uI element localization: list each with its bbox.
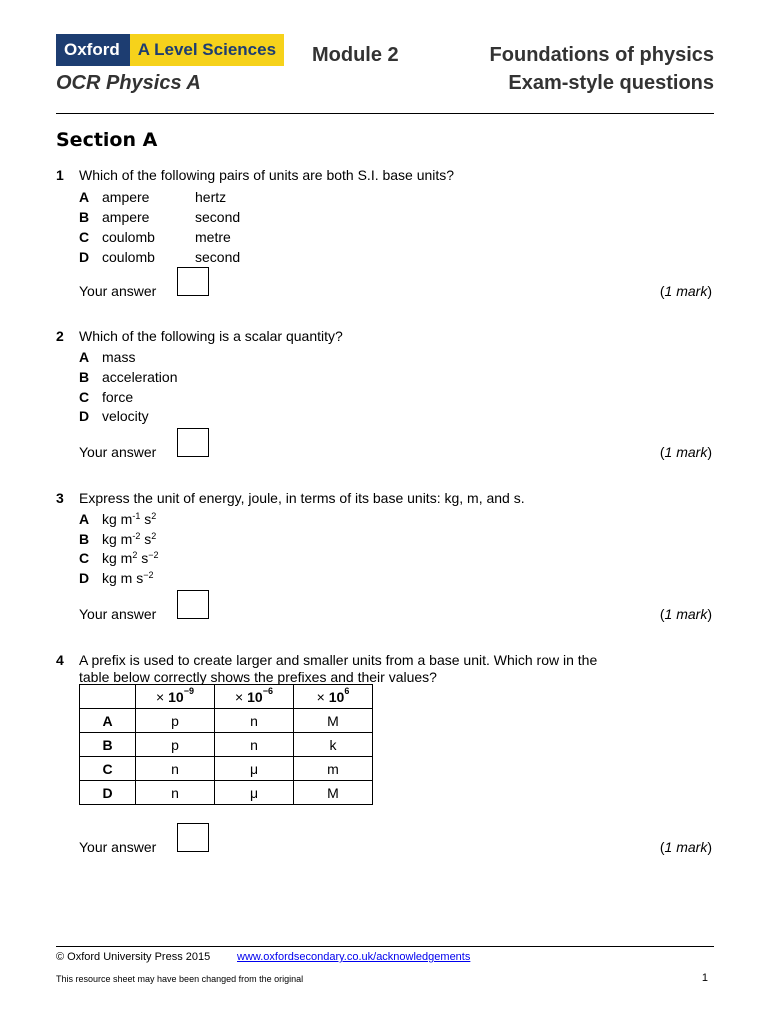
option-letter: C (79, 229, 90, 245)
table-row (80, 757, 373, 781)
question-number: 4 (56, 652, 64, 668)
table-cell: n (136, 757, 215, 781)
column-header: × $10^6$ (294, 685, 373, 709)
table-cell: μ (215, 757, 294, 781)
option-letter: C (79, 389, 90, 405)
option-text: force (102, 389, 134, 405)
question-stem: Which of the following pairs of units are both S.I. base units? (79, 167, 455, 183)
table-cell: M (294, 709, 373, 733)
table-header-row (80, 685, 373, 709)
row-label: A (80, 709, 136, 733)
option-text: mass (102, 349, 136, 365)
question-number: 3 (56, 490, 64, 506)
option-letter: D (79, 408, 90, 424)
question-stem: Express the unit of energy, joule, in terms of its base units: kg, m, and s. (79, 490, 525, 506)
acknowledgements-link[interactable]: www.oxfordsecondary.co.uk/acknowledgements (237, 951, 471, 963)
section-title: Section A (56, 129, 158, 151)
question-stem: A prefix is used to create larger and smaller units from a base unit. Which row in the table below correctly shows the prefixes and their values? (79, 652, 598, 685)
question-stem: Which of the following is a scalar quantity? (79, 328, 343, 344)
question-4 (56, 652, 716, 862)
table-cell: n (215, 733, 294, 757)
column-header: × $10^{-9}$ (136, 685, 215, 709)
table-cell: n (136, 781, 215, 805)
row-label: D (80, 781, 136, 805)
option-unit-2: metre (195, 229, 231, 245)
column-header: × $10^{-6}$ (215, 685, 294, 709)
question-3 (56, 490, 716, 626)
mark-allocation: (1 mark) (659, 444, 712, 460)
table-cell: p (136, 733, 215, 757)
option-letter: B (79, 209, 90, 225)
mark-allocation: (1 mark) (659, 839, 712, 855)
option-text: acceleration (102, 369, 178, 385)
question-1 (56, 167, 716, 303)
answer-box[interactable] (177, 590, 209, 619)
answer-label: Your answer (79, 444, 157, 460)
option-unit-2: hertz (195, 189, 227, 205)
option-unit-2: second (195, 209, 241, 225)
table-row (80, 781, 373, 805)
table-cell: p (136, 709, 215, 733)
option-unit-expression: kg $m^2$ $s^{-2}$ (102, 550, 159, 566)
question-number: 1 (56, 167, 64, 183)
option-unit-1: coulomb (102, 249, 155, 265)
mark-allocation: (1 mark) (659, 283, 712, 299)
table-cell: n (215, 709, 294, 733)
answer-box[interactable] (177, 267, 209, 296)
option-letter: A (79, 511, 90, 527)
option-unit-2: second (195, 249, 241, 265)
page-header (56, 34, 714, 114)
option-unit-expression: kg $m^{-2}$ $s^2$ (102, 531, 157, 547)
option-letter: D (79, 570, 90, 586)
question-number: 2 (56, 328, 64, 344)
option-letter: C (79, 550, 90, 566)
logo-series-text: A Level Sciences (130, 34, 284, 66)
option-letter: D (79, 249, 90, 265)
answer-label: Your answer (79, 283, 157, 299)
option-unit-1: ampere (102, 209, 150, 225)
topic-title: Foundations of physics (489, 44, 714, 66)
option-unit-1: coulomb (102, 229, 155, 245)
table-cell: M (294, 781, 373, 805)
question-2 (56, 328, 716, 464)
answer-label: Your answer (79, 606, 157, 622)
logo-oxford-text: Oxford (56, 34, 130, 66)
changed-note: This resource sheet may have been changed from the original (56, 974, 304, 984)
prefix-table (79, 684, 373, 805)
option-letter: B (79, 531, 90, 547)
answer-box[interactable] (177, 823, 209, 852)
row-label: B (80, 733, 136, 757)
module-title: Module 2 (312, 44, 399, 66)
option-unit-expression: kg $m^{-1}$ $s^2$ (102, 511, 157, 527)
answer-label: Your answer (79, 839, 157, 855)
subject-title: OCR Physics A (56, 72, 201, 94)
footer-divider (56, 946, 714, 947)
option-letter: B (79, 369, 90, 385)
table-row (80, 709, 373, 733)
oxford-logo (56, 34, 284, 66)
answer-box[interactable] (177, 428, 209, 457)
doc-type-title: Exam-style questions (508, 72, 714, 94)
row-label: C (80, 757, 136, 781)
table-row (80, 733, 373, 757)
table-cell: k (294, 733, 373, 757)
option-text: velocity (102, 408, 149, 424)
copyright-text: © Oxford University Press 2015 (56, 951, 211, 963)
option-unit-expression: kg m $s^{-2}$ (102, 570, 154, 586)
option-letter: A (79, 349, 90, 365)
option-letter: A (79, 189, 90, 205)
table-corner-cell (80, 685, 136, 709)
header-divider (56, 113, 714, 114)
table-cell: m (294, 757, 373, 781)
mark-allocation: (1 mark) (659, 606, 712, 622)
option-unit-1: ampere (102, 189, 150, 205)
page-number: 1 (701, 972, 708, 984)
table-cell: μ (215, 781, 294, 805)
